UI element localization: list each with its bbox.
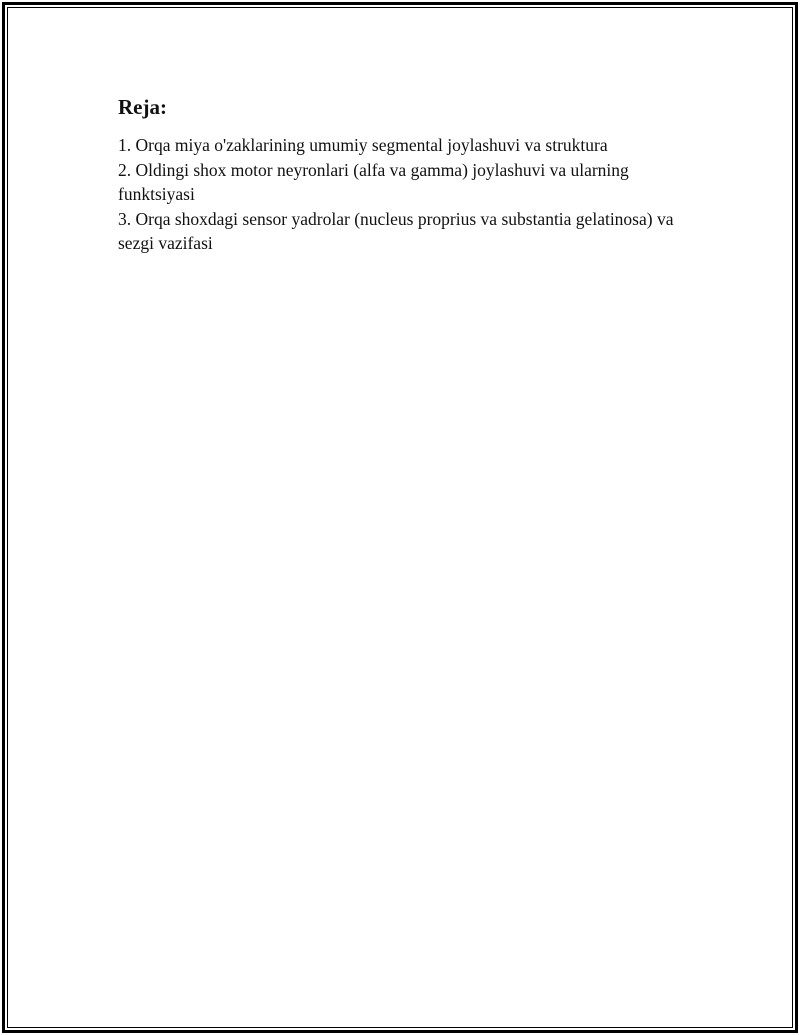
plan-item-2: 2. Oldingi shox motor neyronlari (alfa va gamma) joylashuvi va ularning funktsiyasi	[118, 159, 629, 204]
document-body	[118, 94, 698, 256]
plan-item-3: 3. Orqa shoxdagi sensor yadrolar (nucleus proprius va substantia gelatinosa) va sezgi vazifasi	[118, 208, 674, 253]
plan-heading: Reja:	[118, 95, 167, 119]
plan-list	[118, 133, 698, 256]
plan-item-1: 1. Orqa miya o'zaklarining umumiy segmental joylashuvi va struktura	[118, 135, 608, 155]
